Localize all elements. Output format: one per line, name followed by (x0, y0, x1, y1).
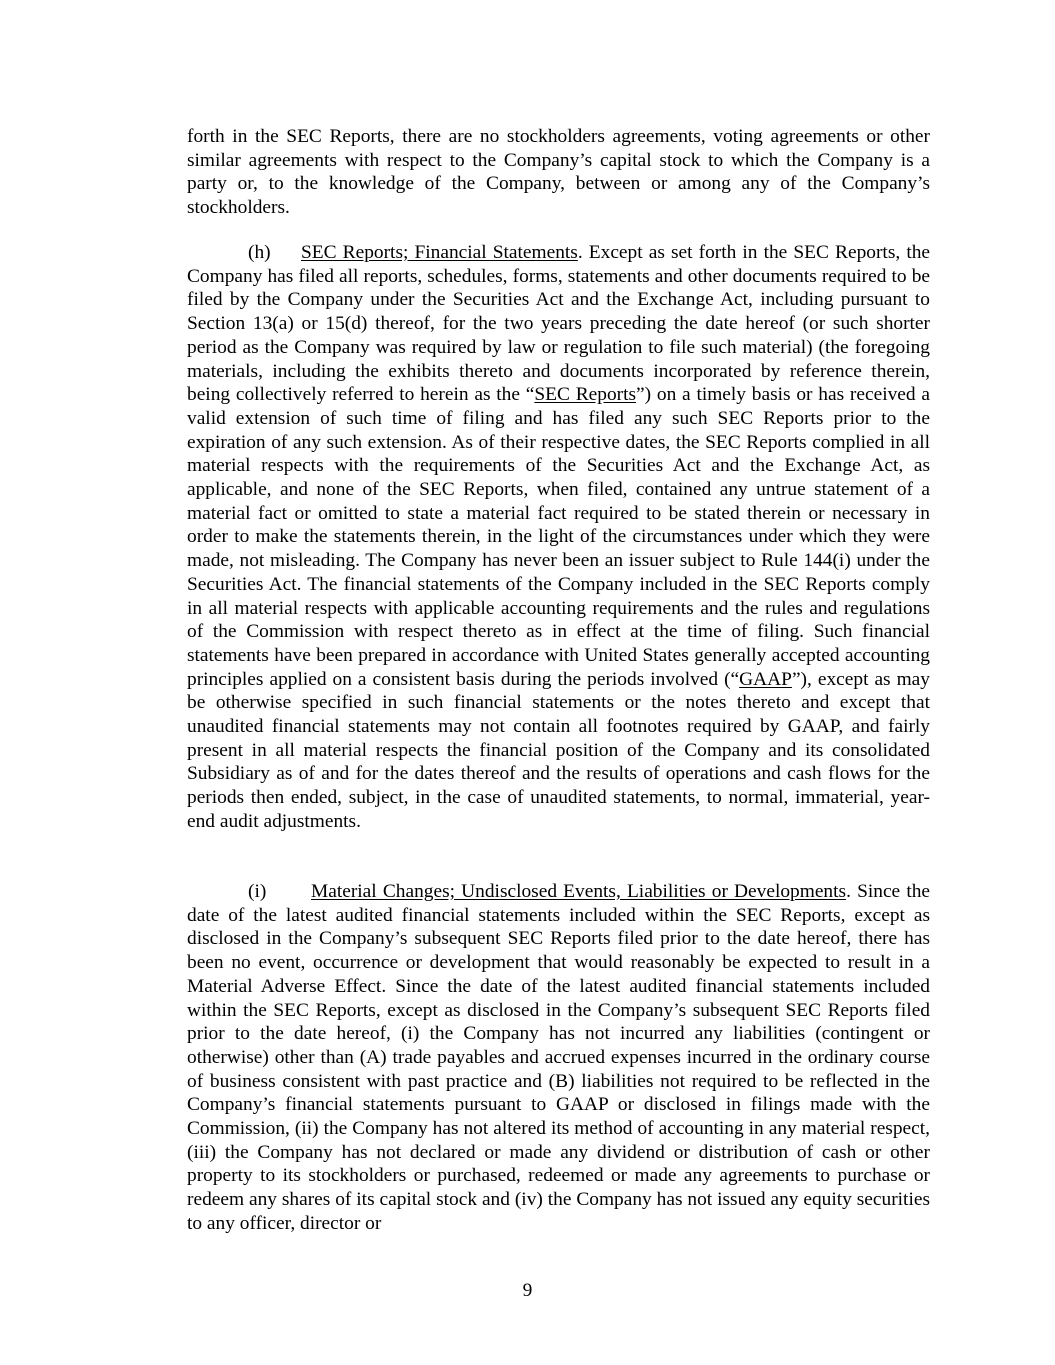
section-i-heading: Material Changes; Undisclosed Events, Liabilities or Developments (311, 881, 847, 902)
defined-term-gaap: GAAP (739, 668, 792, 690)
section-i-text: . Since the date of the latest audited financial statements included within the SEC Reports, except as disclosed in the Company’s subsequent SEC Reports filed prior to the date hereof, there has been no event, occurrence or development that would reasonably be expected to result in a Material Adverse Effect. Since the date of the latest audited financial statements included within the SEC Reports, except as disclosed in the Company’s subsequent SEC Reports filed prior to the date hereof, (i) the Company has not incurred any liabilities (contingent or otherwise) other than (A) trade payables and accrued expenses incurred in the ordinary course of business consistent with past practice and (B) liabilities not required to be reflected in the Company’s financial statements pursuant to GAAP or disclosed in filings made with the Commission, (ii) the Company has not altered its method of accounting in any material respect, (iii) the Company has not declared or made any dividend or distribution of cash or other property to its stockholders or purchased, redeemed or made any agreements to purchase or redeem any shares of its capital stock and (iv) the Company has not issued any equity securities to any officer, director or (187, 881, 931, 1234)
section-i-number: (i) (248, 881, 267, 902)
section-h-heading: SEC Reports; Financial Statements (301, 242, 578, 263)
section-h-text-part-1: . Except as set forth in the SEC Reports, the Company has filed all reports, schedules, forms, statements and other documents required to be filed by the Company under the Securities Act and the Exchange Act, including pursuant to Section 13(a) or 15(d) thereof, for the two years preceding the date hereof (or such shorter period as the Company was required by law or regulation to file such material) (the foregoing materials, including the exhibits thereto and documents incorporated by reference therein, being collectively referred to herein as the “ (187, 242, 931, 406)
continuation-paragraph: forth in the SEC Reports, there are no stockholders agreements, voting agreements or other similar agreements with respect to the Company’s capital stock to which the Company is a party or, to the knowledge of the Company, between or among any of the Company’s stockholders. (187, 126, 930, 219)
section-h-text-part-3: ”), except as may be otherwise specified in such financial statements or the notes thereto and except that unaudited financial statements may not contain all footnotes required by GAAP, and fairly present in all material respects the financial position of the Company and its consolidated Subsidiary as of and for the dates thereof and the results of operations and cash flows for the periods then ended, subject, in the case of unaudited statements, to normal, immaterial, year-end audit adjustments. (187, 668, 930, 832)
page-number: 9 (522, 1280, 533, 1301)
defined-term-sec-reports: SEC Reports (534, 384, 637, 406)
section-h-paragraph (187, 241, 930, 834)
section-i-paragraph (187, 880, 930, 1236)
section-h-text-part-2: ”) on a timely basis or has received a valid extension of such time of filing and has filed any such SEC Reports prior to the expiration of any such extension. As of their respective dates, the SEC Reports complied in all material respects with the requirements of the Securities Act and the Exchange Act, as applicable, and none of the SEC Reports, when filed, contained any untrue statement of a material fact or omitted to state a material fact required to be stated therein or necessary in order to make the statements therein, in the light of the circumstances under which they were made, not misleading. The Company has never been an issuer subject to Rule 144(i) under the Securities Act. The financial statements of the Company included in the SEC Reports comply in all material respects with applicable accounting requirements and the rules and regulations of the Commission with respect thereto as in effect at the time of filing. Such financial statements have been prepared in accordance with United States generally accepted accounting principles applied on a consistent basis during the periods involved (“ (187, 384, 930, 690)
section-h-number: (h) (248, 242, 271, 263)
